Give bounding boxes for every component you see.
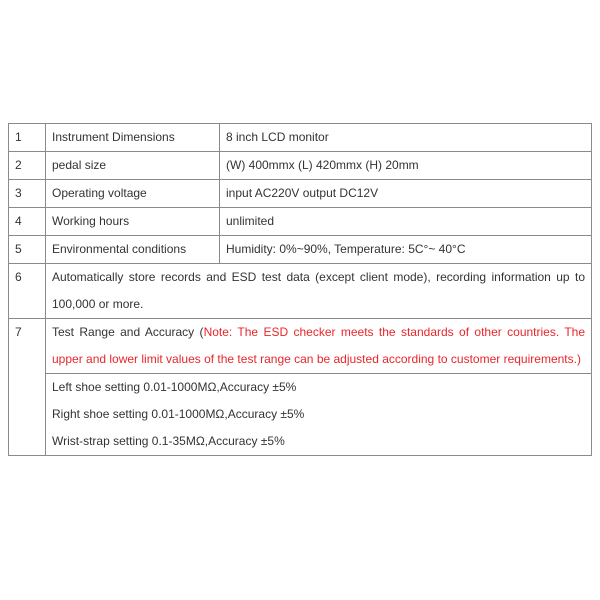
row-value: 8 inch LCD monitor (220, 124, 592, 152)
row-label: Environmental conditions (46, 236, 220, 264)
row-number: 3 (9, 180, 46, 208)
setting-wrist-strap: Wrist-strap setting 0.1-35MΩ,Accuracy ±5% (52, 434, 285, 448)
test-range-note: Note: The ESD checker meets the standards of other countries. The upper and lower limit values of the test range can be adjusted according to customer requirements.) (52, 325, 585, 366)
test-range-heading (46, 319, 592, 374)
row-value: input AC220V output DC12V (220, 180, 592, 208)
table-row (9, 208, 592, 236)
row-value: (W) 400mmx (L) 420mmx (H) 20mm (220, 152, 592, 180)
row-number: 5 (9, 236, 46, 264)
storage-description: Automatically store records and ESD test data (except client mode), recording information up to 100,000 or more. (46, 264, 592, 319)
table-row-test-range (9, 319, 592, 374)
table-row (9, 236, 592, 264)
spec-table (8, 123, 592, 456)
row-number: 4 (9, 208, 46, 236)
table-row (9, 152, 592, 180)
row-number: 2 (9, 152, 46, 180)
settings-cell (46, 374, 592, 456)
setting-right-shoe: Right shoe setting 0.01-1000MΩ,Accuracy ±5% (52, 407, 305, 421)
row-label: Working hours (46, 208, 220, 236)
test-range-title: Test Range and Accuracy ( (52, 325, 204, 339)
row-value: Humidity: 0%~90%, Temperature: 5C°~ 40°C (220, 236, 592, 264)
row-number: 7 (9, 319, 46, 456)
setting-left-shoe: Left shoe setting 0.01-1000MΩ,Accuracy ±5% (52, 380, 297, 394)
row-number: 1 (9, 124, 46, 152)
table-row (9, 124, 592, 152)
row-label: pedal size (46, 152, 220, 180)
table-row (9, 180, 592, 208)
row-label: Instrument Dimensions (46, 124, 220, 152)
row-number: 6 (9, 264, 46, 319)
table-row-settings (9, 374, 592, 456)
table-row-storage (9, 264, 592, 319)
row-value: unlimited (220, 208, 592, 236)
row-label: Operating voltage (46, 180, 220, 208)
